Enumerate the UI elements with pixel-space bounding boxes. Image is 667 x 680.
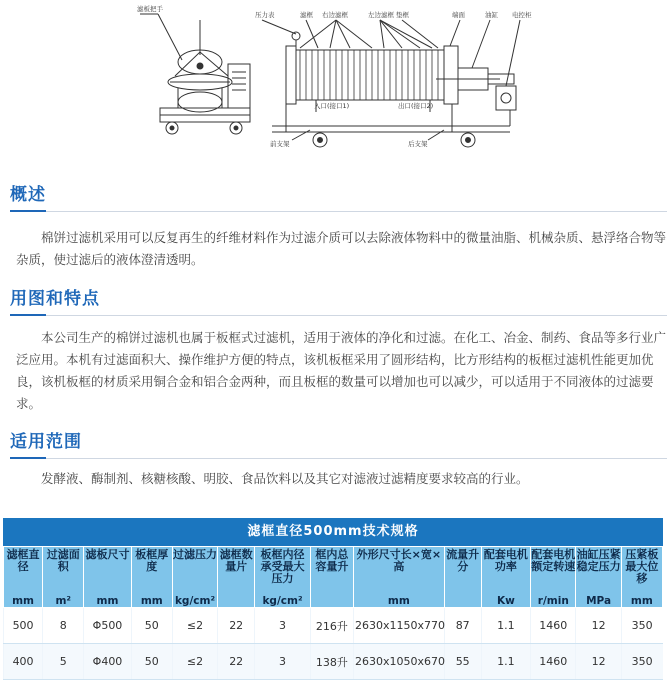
column-header: 外形尺寸长×宽×高 mm [354, 547, 445, 608]
label-cylinder: 油缸 [485, 11, 498, 19]
column-header: 油缸压紧稳定压力 MPa [576, 548, 621, 607]
table-cell: 55 [444, 644, 481, 680]
table-cell: 8 [43, 608, 84, 644]
column-header: 框内总容量升 [310, 547, 353, 608]
label-outlet: 出口(接口2) [398, 102, 434, 110]
table-cell: 350 [621, 608, 662, 644]
column-header: 板框内径承受最大压力 kg/cm² [255, 547, 311, 608]
column-header: 过滤面积 m² [43, 547, 84, 608]
table-cell: 22 [218, 644, 255, 680]
table-cell: 12 [576, 644, 621, 680]
table-cell: 216升 [310, 608, 353, 644]
section-divider-accent [10, 210, 46, 212]
table-cell: 5 [43, 644, 84, 680]
section-paragraph: 棉饼过滤机采用可以反复再生的纤维材料作为过滤介质可以去除液体物料中的微量油脂、机械杂质、悬浮络合物等杂质，使过滤后的液体澄清透明。 [16, 230, 667, 267]
section-applications [10, 430, 660, 486]
section-divider-accent [10, 457, 46, 459]
column-header: 滤板尺寸 mm [85, 548, 130, 607]
table-cell: 22 [218, 608, 255, 644]
table-cell: 2630x1050x670 [354, 644, 445, 680]
column-header: 板框厚度 mm [131, 547, 172, 608]
column-header: 压紧板最大位移 mm [621, 547, 662, 608]
section-divider-accent [10, 314, 46, 316]
section-title: 概述 [10, 185, 46, 205]
label-filter-frame: 滤框 [300, 11, 313, 19]
section-title: 用图和特点 [10, 289, 100, 309]
table-cell: ≤2 [172, 644, 217, 680]
table-cell: 87 [444, 608, 481, 644]
table-cell: 1460 [531, 644, 576, 680]
label-right-filter-frame: 右边滤框 [322, 11, 348, 19]
label-rear-support: 后支架 [408, 140, 428, 148]
section-overview [10, 183, 667, 267]
column-header: 配套电机功率 Kw [481, 547, 530, 608]
section-divider [10, 458, 667, 459]
table-cell: 1.1 [481, 644, 530, 680]
label-control-cabinet: 电控柜 [512, 11, 532, 19]
table-cell: 2630x1150x770 [354, 608, 445, 644]
label-inlet: 入口(接口1) [314, 102, 350, 110]
label-pressure-gauge: 压力表 [255, 11, 275, 19]
column-header: 滤框数量片 [218, 547, 255, 608]
section-features [10, 287, 667, 411]
column-header: 过滤压力 kg/cm² [173, 548, 217, 607]
table-cell: Φ400 [84, 644, 131, 680]
spec-table [3, 546, 663, 680]
table-cell: 138升 [310, 644, 353, 680]
section-divider [10, 211, 667, 212]
column-header: 配套电机额定转速 r/min [531, 548, 576, 607]
table-cell: 50 [131, 644, 172, 680]
table-cell: Φ500 [84, 608, 131, 644]
section-paragraph: 本公司生产的棉饼过滤机也属于板框式过滤机，适用于液体的净化和过滤。在化工、冶金、制药、食品等多行业广泛应用。本机有过滤面积大、操作维护方便的特点，该机板框采用了圆形结构，比方形结构的板框过滤机性能更加优良，该机板框的材质采用铜合金和铝合金两种，而且板框的数量可以增加也可以减少，可以适用于不同液体的过滤要求。 [16, 330, 667, 411]
table-cell: 350 [621, 644, 662, 680]
spec-table-header-row [4, 547, 663, 608]
section-title: 适用范围 [10, 432, 82, 452]
table-row [4, 608, 663, 644]
table-row [4, 644, 663, 680]
label-plate-handle: 滤板把手 [137, 5, 163, 13]
spec-table-container [3, 518, 663, 680]
table-cell: 50 [131, 608, 172, 644]
spec-table-title: 滤框直径500mm技术规格 [3, 518, 663, 546]
column-header: 流量升分 [444, 547, 481, 608]
label-plate-frame: 垫框 [396, 11, 409, 19]
table-cell: 1460 [531, 608, 576, 644]
table-cell: 12 [576, 608, 621, 644]
section-divider [10, 315, 667, 316]
filter-machine-diagram [0, 0, 667, 178]
table-cell: 3 [255, 644, 311, 680]
machine-drawing [0, 0, 667, 178]
table-cell: 400 [4, 644, 43, 680]
column-header: 滤框直径 mm [4, 547, 43, 608]
label-top-plate: 端面 [452, 11, 465, 19]
table-cell: 3 [255, 608, 311, 644]
table-cell: ≤2 [172, 608, 217, 644]
label-front-support: 前支架 [270, 140, 290, 148]
table-cell: 1.1 [481, 608, 530, 644]
label-left-filter-frame: 左边滤框 [368, 11, 394, 19]
section-paragraph: 发酵液、酶制剂、核糖核酸、明胶、食品饮料以及其它对滤液过滤精度要求较高的行业。 [41, 471, 529, 486]
table-cell: 500 [4, 608, 43, 644]
